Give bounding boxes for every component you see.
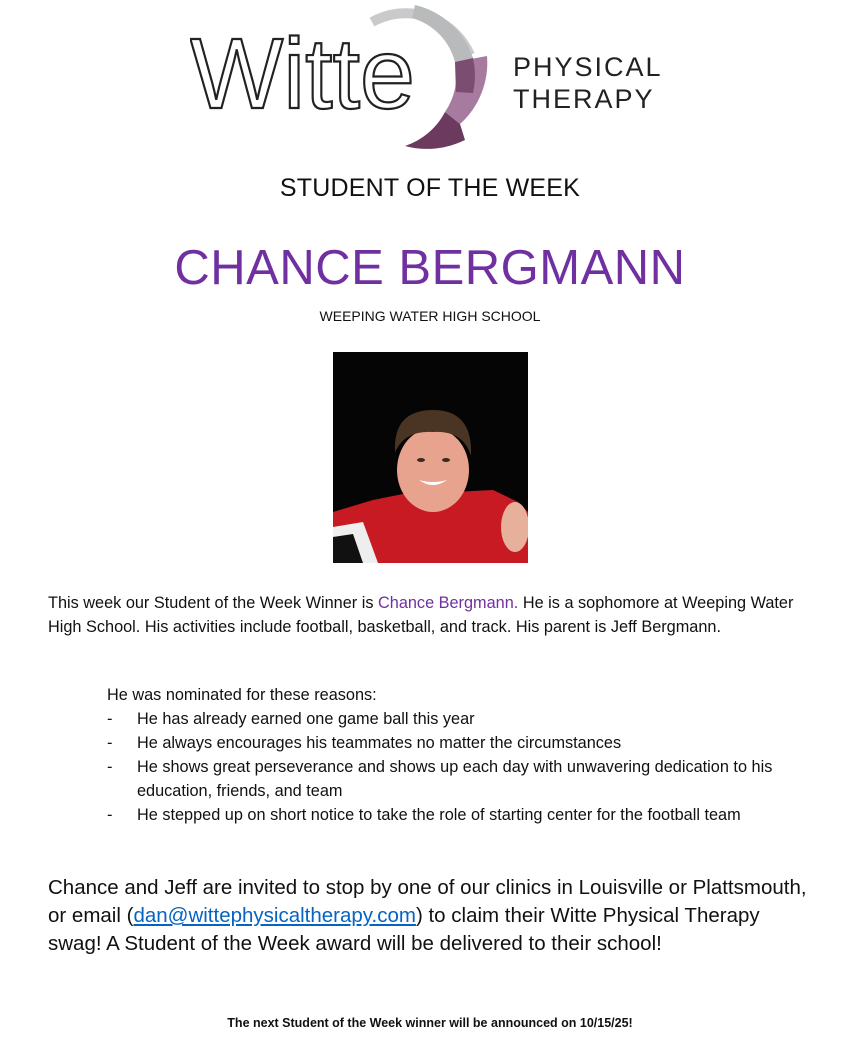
list-item: - He shows great perseverance and shows up each day with unwavering dedication to his education, friends, and team <box>107 758 773 800</box>
student-name-highlight: Chance Bergmann. <box>378 594 519 612</box>
reasons-list <box>107 707 827 827</box>
intro-paragraph: This week our Student of the Week Winner is Chance Bergmann. He is a sophomore at Weeping Water High School. His activities include football, basketball, and track. His parent is Jeff Bergmann. <box>48 594 794 636</box>
nomination-reasons <box>107 683 827 827</box>
list-item: - He always encourages his teammates no matter the circumstances <box>107 734 622 752</box>
list-item: - He has already earned one game ball this year <box>107 710 475 728</box>
reasons-lead: He was nominated for these reasons: <box>107 686 377 704</box>
student-name: CHANCE BERGMANN <box>174 241 686 295</box>
closing-paragraph: Chance and Jeff are invited to stop by one of our clinics in Louisville or Plattsmouth, or email (dan@wittephysicaltherapy.com) to claim their Witte Physical Therapy swag! A Student of the Week award will be delivered to their school! <box>48 876 807 955</box>
svg-text:PHYSICAL: PHYSICAL <box>513 52 663 82</box>
student-photo <box>333 352 528 563</box>
email-link[interactable]: dan@wittephysicaltherapy.com <box>133 904 416 927</box>
list-item: - He stepped up on short notice to take the role of starting center for the football team <box>107 806 741 824</box>
svg-text:THERAPY: THERAPY <box>513 84 655 114</box>
svg-text:Witte: Witte <box>190 18 415 130</box>
page-heading: STUDENT OF THE WEEK <box>279 174 581 202</box>
footer-note: The next Student of the Week winner will be announced on 10/15/25! <box>227 1016 633 1030</box>
witte-logo <box>190 0 680 160</box>
school-name: WEEPING WATER HIGH SCHOOL <box>319 308 541 324</box>
